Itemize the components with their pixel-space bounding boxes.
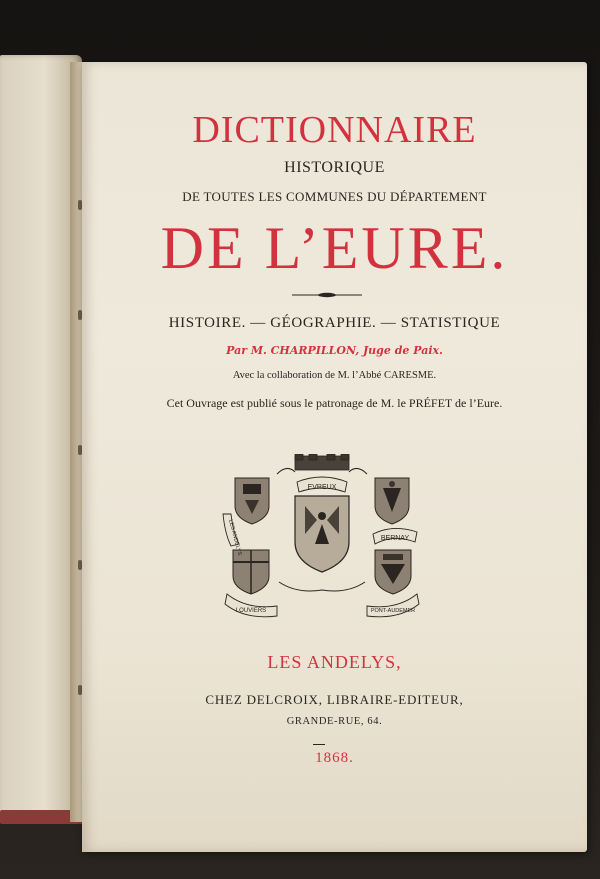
publisher-line: CHEZ DELCROIX, LIBRAIRE-EDITEUR, (205, 692, 464, 707)
banner-evreux: EVREUX (307, 484, 337, 491)
year-dash (313, 744, 325, 745)
title-subtitle: DE TOUTES LES COMMUNES DU DÉPARTEMENT (182, 189, 487, 204)
publication-year: 1868. (315, 750, 354, 766)
subjects-line: HISTOIRE. — GÉOGRAPHIE. — STATISTIQUE (168, 315, 501, 331)
coat-of-arms-emblem (217, 454, 427, 619)
ornament-rule (292, 292, 362, 298)
patronage-line: Cet Ouvrage est publié sous le patronage de M. le PRÉFET de l’Eure. (166, 396, 503, 410)
publication-city: LES ANDELYS, (267, 652, 402, 672)
title-page (82, 62, 587, 852)
banner-pont-audemer: PONT-AUDEMER (370, 608, 416, 614)
banner-bernay: BERNAY (380, 535, 410, 542)
banner-louviers: LOUVIERS (235, 608, 267, 614)
banner-les-andelys: LES ANDELYS (227, 518, 243, 557)
address-line: GRANDE-RUE, 64. (286, 716, 383, 727)
author-line: Par M. CHARPILLON, Juge de Paix. (226, 344, 443, 357)
title-dictionnaire: DICTIONNAIRE (192, 109, 477, 151)
title-historique: HISTORIQUE (284, 159, 385, 176)
title-de-leure: DE L’EURE. (160, 215, 509, 281)
collaboration-line: Avec la collaboration de M. l’Abbé CARESME. (232, 370, 437, 381)
